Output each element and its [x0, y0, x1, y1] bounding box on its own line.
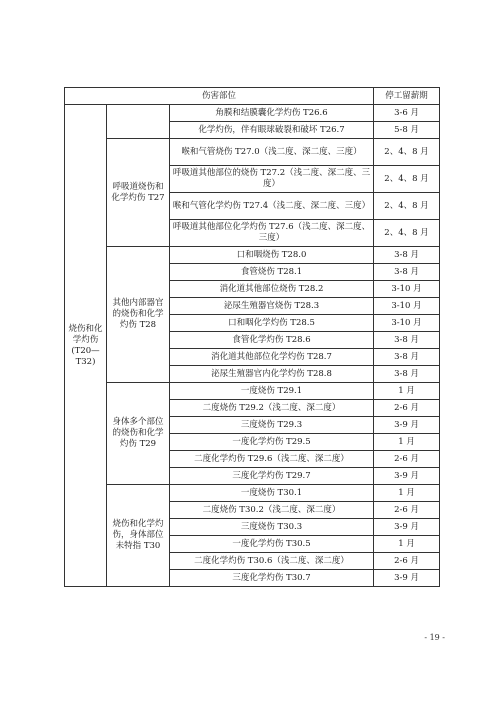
injury-item: 食管烧伤 T28.1: [170, 264, 374, 281]
table-row: [65, 247, 440, 264]
table-row: [65, 383, 440, 400]
injury-item: 三度化学灼伤 T29.7: [170, 468, 374, 485]
leave-period: 1 月: [374, 434, 440, 451]
leave-period: 3-9 月: [374, 519, 440, 536]
leave-period: 2-6 月: [374, 400, 440, 417]
injury-item: 一度烧伤 T29.1: [170, 383, 374, 400]
leave-period: 2、4、8 月: [374, 139, 440, 166]
leave-period: 1 月: [374, 536, 440, 553]
leave-period: 2-6 月: [374, 553, 440, 570]
leave-period: 2、4、8 月: [374, 220, 440, 247]
leave-period: 2、4、8 月: [374, 193, 440, 220]
leave-period: 1 月: [374, 383, 440, 400]
injury-item: 一度化学灼伤 T29.5: [170, 434, 374, 451]
header-site: 伤害部位: [65, 88, 374, 105]
table-row: [65, 485, 440, 502]
leave-period: 3-8 月: [374, 247, 440, 264]
group-label: 烧伤和化学灼伤(T20—T32): [65, 105, 107, 587]
leave-period: 1 月: [374, 485, 440, 502]
injury-item: 一度化学灼伤 T30.5: [170, 536, 374, 553]
leave-period: 3-10 月: [374, 298, 440, 315]
injury-item: 口和咽化学灼伤 T28.5: [170, 315, 374, 332]
injury-item: 二度化学灼伤 T29.6（浅二度、深二度）: [170, 451, 374, 468]
injury-item: 喉和气管烧伤 T27.0（浅二度、深二度、三度）: [170, 139, 374, 166]
section-label: 呼吸道烧伤和化学灼伤 T27: [107, 139, 170, 247]
injury-item: 呼吸道其他部位的烧伤 T27.2（浅二度、深二度、三度）: [170, 166, 374, 193]
injury-item: 喉和气管化学灼伤 T27.4（浅二度、深二度、三度）: [170, 193, 374, 220]
table-row: [65, 105, 440, 122]
injury-item: 消化道其他部位化学灼伤 T28.7: [170, 349, 374, 366]
leave-period: 3-8 月: [374, 332, 440, 349]
injury-item: 二度化学灼伤 T30.6（浅二度、深二度）: [170, 553, 374, 570]
section-label: 烧伤和化学灼伤，身体部位未特指 T30: [107, 485, 170, 587]
leave-period: 3-9 月: [374, 570, 440, 587]
injury-item: 化学灼伤，伴有眼球破裂和破坏 T26.7: [170, 122, 374, 139]
leave-period: 2-6 月: [374, 502, 440, 519]
injury-item: 角膜和结膜囊化学灼伤 T26.6: [170, 105, 374, 122]
section-label: 身体多个部位的烧伤和化学灼伤 T29: [107, 383, 170, 485]
injury-item: 呼吸道其他部位化学灼伤 T27.6（浅二度、深二度、三度）: [170, 220, 374, 247]
injury-item: 泌尿生殖器官内化学灼伤 T28.8: [170, 366, 374, 383]
leave-period: 3-6 月: [374, 105, 440, 122]
leave-period: 3-9 月: [374, 468, 440, 485]
injury-item: 三度烧伤 T30.3: [170, 519, 374, 536]
leave-period: 2-6 月: [374, 451, 440, 468]
leave-period: 3-8 月: [374, 366, 440, 383]
injury-item: 口和咽烧伤 T28.0: [170, 247, 374, 264]
injury-table-body: [65, 88, 440, 587]
injury-item: 三度烧伤 T29.3: [170, 417, 374, 434]
injury-table: [64, 87, 440, 587]
section-label-empty: [107, 105, 170, 139]
leave-period: 3-10 月: [374, 281, 440, 298]
page-number: - 19 -: [424, 633, 445, 642]
injury-item: 一度烧伤 T30.1: [170, 485, 374, 502]
injury-item: 泌尿生殖器官烧伤 T28.3: [170, 298, 374, 315]
leave-period: 3-8 月: [374, 264, 440, 281]
injury-item: 二度烧伤 T29.2（浅二度、深二度）: [170, 400, 374, 417]
leave-period: 5-8 月: [374, 122, 440, 139]
table-row: [65, 139, 440, 166]
injury-item: 食管化学灼伤 T28.6: [170, 332, 374, 349]
header-period: 停工留薪期: [374, 88, 440, 105]
leave-period: 3-8 月: [374, 349, 440, 366]
leave-period: 2、4、8 月: [374, 166, 440, 193]
injury-item: 消化道其他部位烧伤 T28.2: [170, 281, 374, 298]
section-label: 其他内部器官的烧伤和化学灼伤 T28: [107, 247, 170, 383]
table-header-row: [65, 88, 440, 105]
leave-period: 3-10 月: [374, 315, 440, 332]
injury-item: 三度化学灼伤 T30.7: [170, 570, 374, 587]
leave-period: 3-9 月: [374, 417, 440, 434]
injury-item: 二度烧伤 T30.2（浅二度、深二度）: [170, 502, 374, 519]
